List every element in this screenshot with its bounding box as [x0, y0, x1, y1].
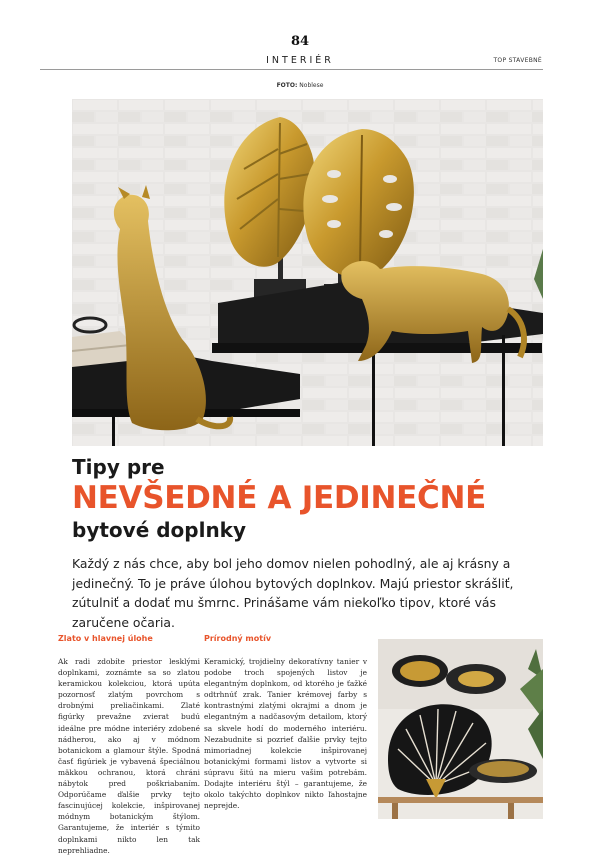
publication-name: TOP STAVEBNÉ — [493, 57, 542, 64]
hero-illustration — [72, 99, 543, 446]
lead-paragraph: Každý z nás chce, aby bol jeho domov nielen pohodlný, ale aj krásny a jedinečný. To je práve úlohou bytových doplnkov. Majú priestor skrášliť, zútulniť a dodať mu šmrnc. Prinášame vám niekoľko tipov, ktoré vás zaručene očaria. — [72, 556, 514, 630]
section-heading: Zlato v hlavnej úlohe — [58, 634, 153, 643]
section-body: Ak radi zdobíte priestor lesklými doplnkami, zoznámte sa so zlatou keramickou kolekciou, ktorá upúta pozornosť zlatým povrchom s drobnými preliačinkami. Zlaté figúrky prevažne zvierat budú ideálne pre módne interiéry zdobené nádherou, ako aj v módnom botanickom a glamour štýle. Spodná časť figúriek je vybavená špeciálnou mäkkou ochranou, ktorá chráni nábytok pred poškriabaním. Odporúčame ďalšie prvky tejto fascinujúcej kolekcie, inšpirovanej módnym botanickým štýlom. Garantujeme, že interiér s týmito doplnkami nikto len tak neprehliadne. — [58, 657, 200, 855]
plates-illustration — [378, 639, 543, 819]
photo-credit — [0, 82, 600, 89]
hero-image — [72, 99, 543, 446]
article-title-block — [72, 455, 552, 542]
subheadline: bytové doplnky — [72, 518, 247, 542]
section-label: INTERIÉR — [266, 55, 334, 66]
headline: NEVŠEDNÉ A JEDINEČNÉ — [72, 480, 487, 516]
page-number: 84 — [290, 34, 310, 49]
section-gold — [58, 634, 200, 856]
section-nature — [204, 634, 367, 811]
section-body: Keramický, trojdielny dekoratívny tanier v podobe troch spojených listov je elegantným doplnkom, od ktorého je ťažké odtrhnúť zrak. Tanier krémovej farby s kontrastnými zlatými okrajmi a dnom je elegantným a nadčasovým detailom, ktorý sa skvele hodí do moderného interiéru. Nezabudnite si pozrieť ďalšie prvky tejto mimoriadnej kolekcie inšpirovanej botanickými formami listov a vytvorte si súpravu šitú na mieru vašim potrebám. Dodajte interiéru štýl – garantujeme, že okolo takýchto doplnkov nikto ľahostajne neprejde. — [204, 657, 367, 811]
side-image — [378, 639, 543, 819]
photo-credit-source: Noblese — [299, 82, 324, 89]
header-divider — [40, 69, 543, 70]
photo-credit-label: FOTO: — [276, 82, 298, 89]
section-heading: Prírodný motív — [204, 634, 272, 643]
title-kicker: Tipy pre — [72, 455, 165, 479]
